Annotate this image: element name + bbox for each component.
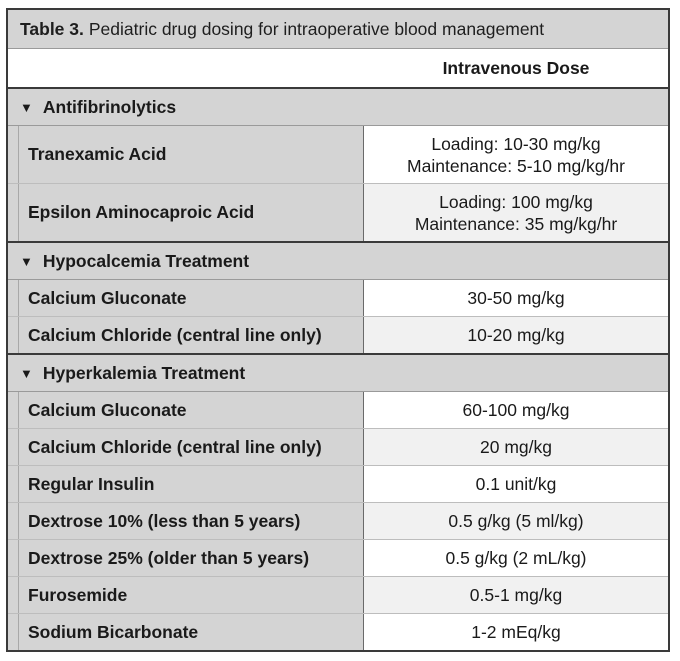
table-section [8,243,668,355]
caption-text: Pediatric drug dosing for intraoperative blood management [88,18,545,39]
row-gutter [8,429,19,465]
table-row [8,503,668,540]
drug-name: Tranexamic Acid [19,126,364,183]
dose-cell [364,126,668,183]
drug-column-header [8,49,364,87]
row-gutter [8,540,19,576]
section-header[interactable] [8,243,668,280]
table-body [8,89,668,650]
table-row [8,466,668,503]
section-title: Hypocalcemia Treatment [42,250,250,271]
table-section [8,89,668,243]
dose-line: 1-2 mEq/kg [471,622,561,642]
collapse-triangle-icon[interactable]: ▼ [20,253,33,269]
dose-cell [364,280,668,316]
row-gutter [8,577,19,613]
dose-cell [364,317,668,353]
table-row [8,126,668,184]
dose-line: 30-50 mg/kg [467,288,565,308]
dose-line: 60-100 mg/kg [462,400,570,420]
table-row [8,184,668,241]
drug-name: Calcium Chloride (central line only) [19,317,364,353]
dose-cell [364,577,668,613]
section-header[interactable] [8,89,668,126]
row-gutter [8,392,19,428]
drug-name: Dextrose 10% (less than 5 years) [19,503,364,539]
table-row [8,392,668,429]
section-title: Hyperkalemia Treatment [42,362,246,383]
table-row [8,280,668,317]
row-gutter [8,184,19,241]
dose-cell [364,503,668,539]
row-gutter [8,280,19,316]
drug-name: Calcium Chloride (central line only) [19,429,364,465]
dosing-table [6,8,670,652]
collapse-triangle-icon[interactable]: ▼ [20,365,33,381]
dose-cell [364,466,668,502]
table-row [8,540,668,577]
drug-name: Calcium Gluconate [19,280,364,316]
drug-name: Dextrose 25% (older than 5 years) [19,540,364,576]
table-section [8,355,668,650]
dose-line: Loading: 100 mg/kg [439,191,593,212]
dose-line: Maintenance: 35 mg/kg/hr [414,213,618,234]
dose-line: 0.1 unit/kg [475,474,557,494]
section-title: Antifibrinolytics [42,96,177,117]
row-gutter [8,503,19,539]
table-row [8,317,668,353]
dose-column-header: Intravenous Dose [442,57,590,78]
dose-cell [364,429,668,465]
drug-name: Regular Insulin [19,466,364,502]
table-caption [8,10,668,49]
table-row [8,429,668,466]
dose-line: 10-20 mg/kg [467,325,565,345]
row-gutter [8,466,19,502]
dose-line: 0.5-1 mg/kg [469,585,563,605]
row-gutter [8,126,19,183]
drug-name: Calcium Gluconate [19,392,364,428]
dose-line: 20 mg/kg [480,437,552,457]
drug-name: Sodium Bicarbonate [19,614,364,650]
table-row [8,577,668,614]
column-header-row [8,49,668,89]
dose-line: Loading: 10-30 mg/kg [431,133,601,154]
caption-label: Table 3. [20,18,84,39]
collapse-triangle-icon[interactable]: ▼ [20,99,33,115]
dose-cell [364,392,668,428]
dose-cell [364,614,668,650]
dose-line: 0.5 g/kg (2 mL/kg) [445,548,587,568]
drug-name: Furosemide [19,577,364,613]
section-header[interactable] [8,355,668,392]
dose-cell [364,540,668,576]
dose-line: Maintenance: 5-10 mg/kg/hr [407,155,625,176]
table-row [8,614,668,650]
dose-cell [364,184,668,241]
dose-line: 0.5 g/kg (5 ml/kg) [448,511,584,531]
row-gutter [8,614,19,650]
drug-name: Epsilon Aminocaproic Acid [19,184,364,241]
row-gutter [8,317,19,353]
